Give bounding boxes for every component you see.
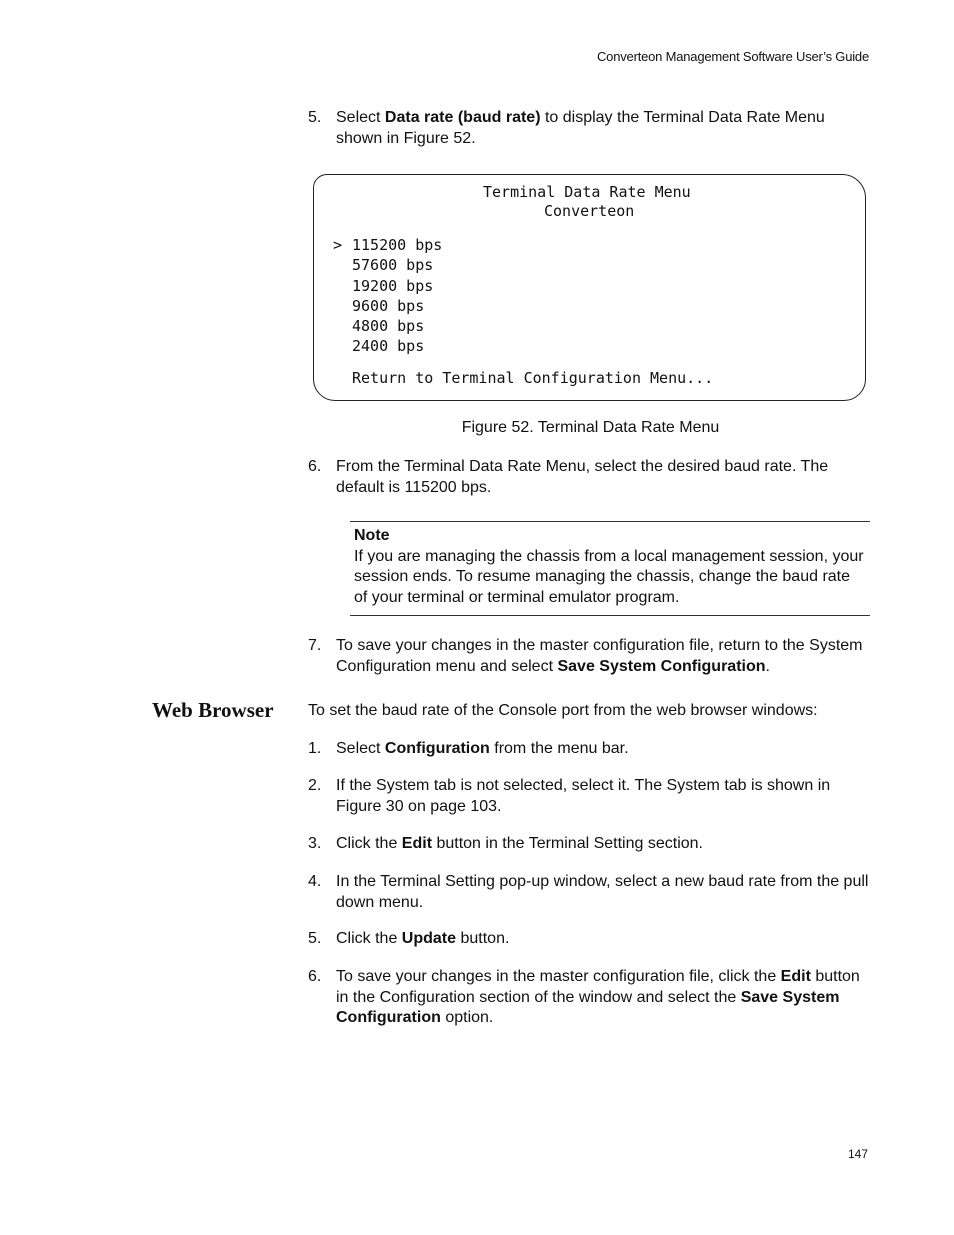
web-step-click-edit [308, 834, 873, 855]
step-text: Select Data rate (baud rate) to display the Terminal Data Rate Menu shown in Figure 52. [336, 109, 825, 147]
step-number: 3. [308, 835, 322, 852]
terminal-title: Terminal Data Rate Menu [483, 183, 691, 201]
running-header: Converteon Management Software User’s Guide [596, 49, 869, 64]
step-text: Click the Edit button in the Terminal Setting section. [336, 835, 703, 852]
terminal-option: 115200 bps [352, 236, 443, 254]
step-save-configuration [308, 636, 873, 677]
step-text: From the Terminal Data Rate Menu, select the desired baud rate. The default is 115200 bps. [336, 458, 829, 496]
step-number: 4. [308, 873, 322, 890]
terminal-option: 2400 bps [352, 337, 425, 355]
terminal-option: 4800 bps [352, 317, 425, 335]
section-heading-web-browser: Web Browser [152, 698, 274, 722]
step-text: In the Terminal Setting pop-up window, select a new baud rate from the pull down menu. [336, 873, 869, 911]
terminal-selector: > [333, 236, 343, 254]
step-select-baud-rate [308, 457, 873, 498]
web-step-select-system-tab [308, 776, 873, 817]
web-step-select-configuration [308, 739, 873, 760]
terminal-option: 57600 bps [352, 256, 434, 274]
step-number: 5. [308, 930, 322, 947]
step-number: 6. [308, 968, 322, 985]
step-number: 1. [308, 740, 322, 757]
step-text: If the System tab is not selected, select it. The System tab is shown in Figure 30 on page 103. [336, 777, 831, 815]
step-text: Select Configuration from the menu bar. [336, 740, 629, 757]
step-number: 6. [308, 458, 322, 475]
page-number: 147 [847, 1147, 868, 1161]
step-number: 7. [308, 637, 322, 654]
step-text: To save your changes in the master configuration file, return to the System Configuration menu and select Save System Configuration. [336, 637, 863, 675]
step-number: 2. [308, 777, 322, 794]
note-box [350, 521, 870, 616]
step-number: 5. [308, 109, 322, 126]
step-text: To save your changes in the master configuration file, click the Edit button in the Configuration section of the window and select the Save System Configuration option. [336, 968, 860, 1026]
section-intro: To set the baud rate of the Console port from the web browser windows: [308, 702, 818, 719]
terminal-option: 9600 bps [352, 297, 425, 315]
step-text: Click the Update button. [336, 930, 510, 947]
terminal-option: 19200 bps [352, 277, 434, 295]
figure-caption: Figure 52. Terminal Data Rate Menu [461, 419, 720, 436]
terminal-subtitle: Converteon [544, 202, 635, 220]
web-step-select-baud-rate [308, 872, 873, 913]
note-body: If you are managing the chassis from a local management session, your session ends. To resume managing the chassis, change the baud rate of your terminal or terminal emulator program. [354, 547, 864, 606]
note-title: Note [354, 527, 390, 544]
web-step-save-configuration [308, 967, 873, 1029]
terminal-return-item: Return to Terminal Configuration Menu... [352, 369, 714, 387]
terminal-data-rate-menu-figure [313, 174, 866, 401]
step-select-data-rate [308, 108, 873, 149]
web-step-click-update [308, 929, 873, 950]
